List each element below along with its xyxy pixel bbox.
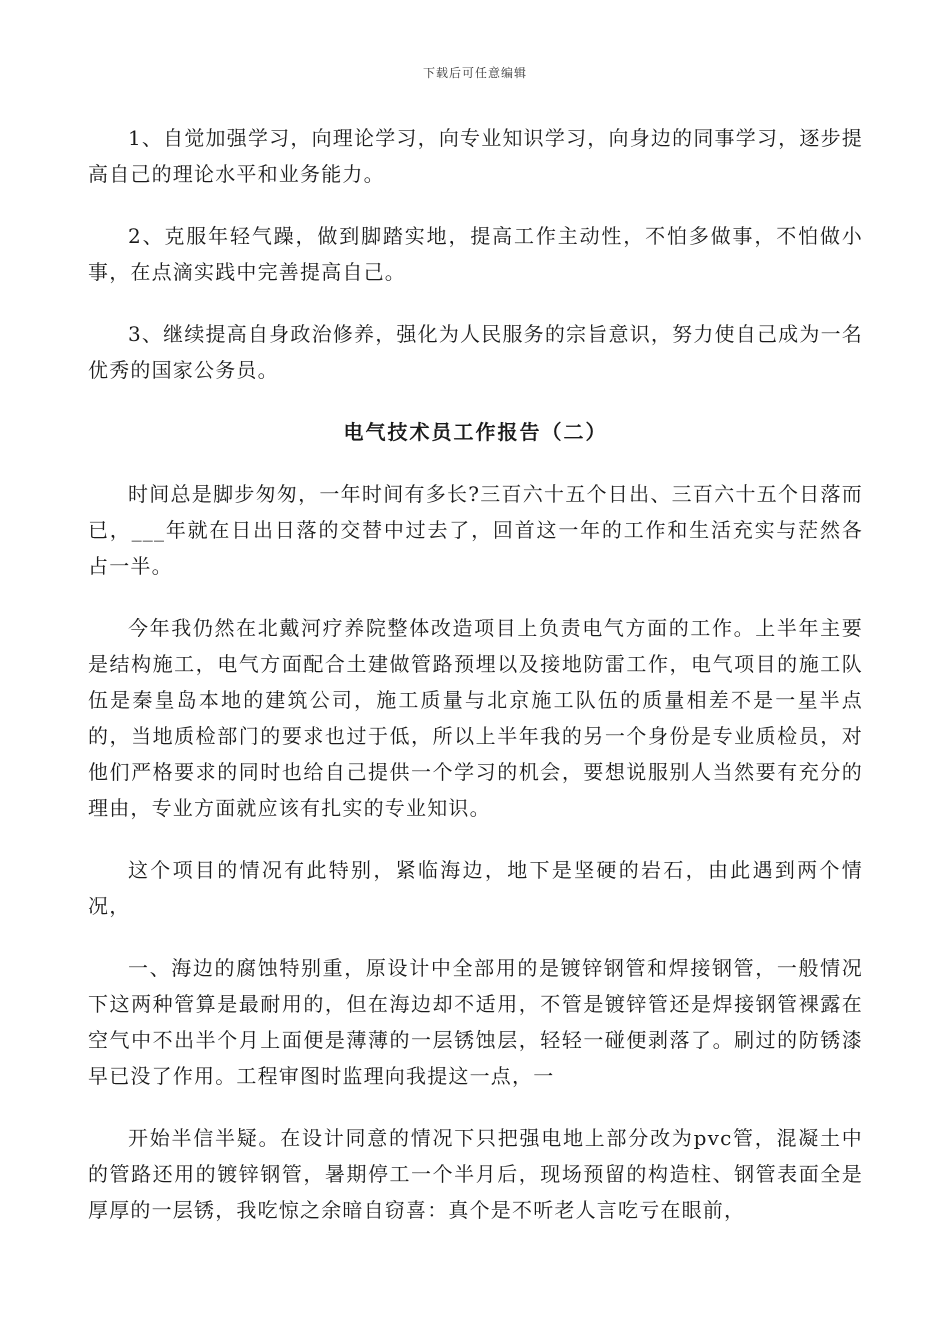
list-item-3: 3、继续提高自身政治修养，强化为人民服务的宗旨意识，努力使自己成为一名优秀的国家公务员。 xyxy=(88,322,863,382)
page-header-note: 下载后可任意编辑 xyxy=(422,66,527,80)
list-item-2: 2、克服年轻气躁，做到脚踏实地，提高工作主动性，不怕多做事，不怕做小事，在点滴实践中完善提高自己。 xyxy=(88,224,863,284)
paragraph-3: 这个项目的情况有此特别，紧临海边，地下是坚硬的岩石，由此遇到两个情况， xyxy=(88,858,863,918)
document-body xyxy=(88,120,863,1254)
list-item-1: 1、自觉加强学习，向理论学习，向专业知识学习，向身边的同事学习，逐步提高自己的理论水平和业务能力。 xyxy=(88,126,863,186)
paragraph-4: 一、海边的腐蚀特别重，原设计中全部用的是镀锌钢管和焊接钢管，一般情况下这两种管算是最耐用的，但在海边却不适用，不管是镀锌管还是焊接钢管裸露在空气中不出半个月上面便是薄薄的一层锈蚀层，轻轻一碰便剥落了。刷过的防锈漆早已没了作用。工程审图时监理向我提这一点，一 xyxy=(88,956,863,1088)
paragraph-2: 今年我仍然在北戴河疗养院整体改造项目上负责电气方面的工作。上半年主要是结构施工，电气方面配合土建做管路预埋以及接地防雷工作，电气项目的施工队伍是秦皇岛本地的建筑公司，施工质量与北京施工队伍的质量相差不是一星半点的，当地质检部门的要求也过于低，所以上半年我的另一个身份是专业质检员，对他们严格要求的同时也给自己提供一个学习的机会，要想说服别人当然要有充分的理由，专业方面就应该有扎实的专业知识。 xyxy=(88,616,863,820)
section-title: 电气技术员工作报告（二） xyxy=(343,420,608,444)
paragraph-1: 时间总是脚步匆匆，一年时间有多长?三百六十五个日出、三百六十五个日落而已，___年就在日出日落的交替中过去了，回首这一年的工作和生活充实与茫然各占一半。 xyxy=(88,482,863,578)
paragraph-5: 开始半信半疑。在设计同意的情况下只把强电地上部分改为pvc管，混凝土中的管路还用的镀锌钢管，暑期停工一个半月后，现场预留的构造柱、钢管表面全是厚厚的一层锈，我吃惊之余暗自窃喜：真个是不听老人言吃亏在眼前， xyxy=(88,1126,863,1222)
